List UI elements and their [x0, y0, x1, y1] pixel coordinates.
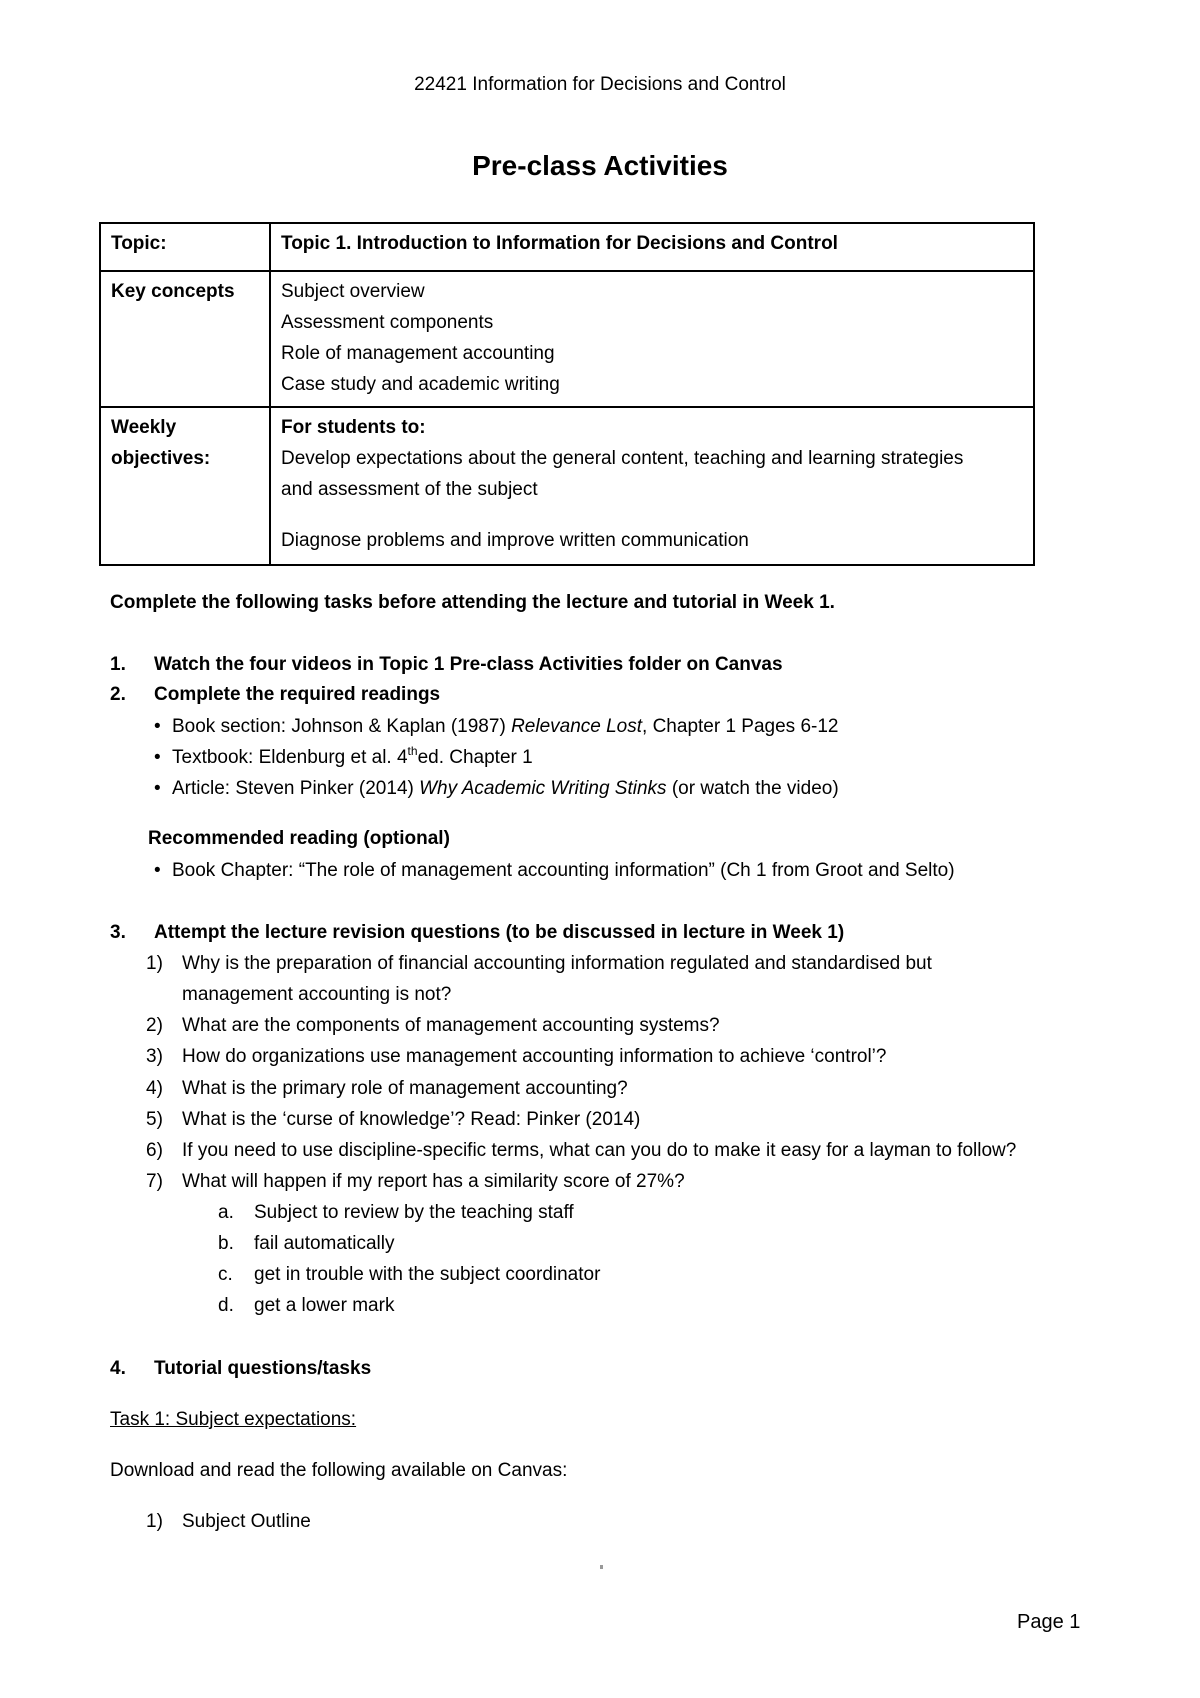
answer-option: c. get in trouble with the subject coordinator: [218, 1264, 601, 1285]
objectives-label: Weekly objectives:: [100, 407, 270, 565]
question-item: 4) What is the primary role of management accounting?: [146, 1078, 628, 1099]
question-item: 2) What are the components of management accounting systems?: [146, 1015, 720, 1036]
key-concept-item: Subject overview: [281, 281, 425, 302]
answer-option: b. fail automatically: [218, 1233, 395, 1254]
footer-mark: [600, 1565, 603, 1569]
reading-item: • Article: Steven Pinker (2014) Why Academic Writing Stinks (or watch the video): [154, 778, 839, 799]
page-number: Page 1: [1017, 1611, 1081, 1633]
intro-instruction: Complete the following tasks before attending the lecture and tutorial in Week 1.: [110, 592, 835, 613]
key-concepts-label: Key concepts: [100, 271, 270, 407]
reading-item: • Book section: Johnson & Kaplan (1987) Relevance Lost, Chapter 1 Pages 6-12: [154, 716, 839, 737]
page-title: Pre-class Activities: [472, 150, 728, 181]
topic-value: Topic 1. Introduction to Information for Decisions and Control: [270, 223, 1034, 271]
bullet-icon: •: [154, 860, 161, 881]
objectives-lead: For students to:: [281, 417, 426, 438]
recommended-item: • Book Chapter: “The role of management accounting information” (Ch 1 from Groot and Selto): [154, 860, 955, 881]
step-3: 3. Attempt the lecture revision questions (to be discussed in lecture in Week 1): [110, 922, 845, 943]
download-instruction: Download and read the following available on Canvas:: [110, 1460, 568, 1481]
bullet-icon: •: [154, 778, 161, 799]
reading-item: • Textbook: Eldenburg et al. 4thed. Chapter 1: [154, 744, 533, 768]
task-1-heading: Task 1: Subject expectations:: [110, 1409, 357, 1430]
topic-table: [99, 222, 1035, 566]
question-item: 7) What will happen if my report has a similarity score of 27%?: [146, 1171, 685, 1192]
bullet-icon: •: [154, 716, 161, 737]
question-item: 5) What is the ‘curse of knowledge’? Read: Pinker (2014): [146, 1109, 641, 1130]
outline-item: 1) Subject Outline: [146, 1511, 311, 1532]
key-concept-item: Case study and academic writing: [281, 374, 560, 395]
objectives-list: [270, 407, 1034, 565]
question-item: 1) Why is the preparation of financial accounting information regulated and standardised but: [146, 953, 932, 974]
step-4: 4. Tutorial questions/tasks: [110, 1358, 372, 1379]
key-concept-item: Assessment components: [281, 312, 494, 333]
step-1: 1. Watch the four videos in Topic 1 Pre-class Activities folder on Canvas: [110, 654, 783, 675]
topic-label: Topic:: [100, 223, 270, 271]
step-2: 2. Complete the required readings: [110, 684, 441, 705]
question-item: 6) If you need to use discipline-specific terms, what can you do to make it easy for a layman to follow?: [146, 1140, 1017, 1161]
objective-item: Diagnose problems and improve written communication: [281, 530, 749, 551]
recommended-heading: Recommended reading (optional): [148, 828, 450, 849]
objective-item-cont: and assessment of the subject: [281, 479, 538, 500]
answer-option: d. get a lower mark: [218, 1295, 395, 1316]
question-item-cont: management accounting is not?: [182, 984, 452, 1005]
question-item: 3) How do organizations use management accounting information to achieve ‘control’?: [146, 1046, 887, 1067]
bullet-icon: •: [154, 747, 161, 768]
objective-item: Develop expectations about the general content, teaching and learning strategies: [281, 448, 964, 469]
key-concepts-list: [270, 271, 1034, 407]
answer-option: a. Subject to review by the teaching staff: [218, 1202, 574, 1223]
key-concept-item: Role of management accounting: [281, 343, 555, 364]
running-header: 22421 Information for Decisions and Control: [414, 74, 786, 95]
